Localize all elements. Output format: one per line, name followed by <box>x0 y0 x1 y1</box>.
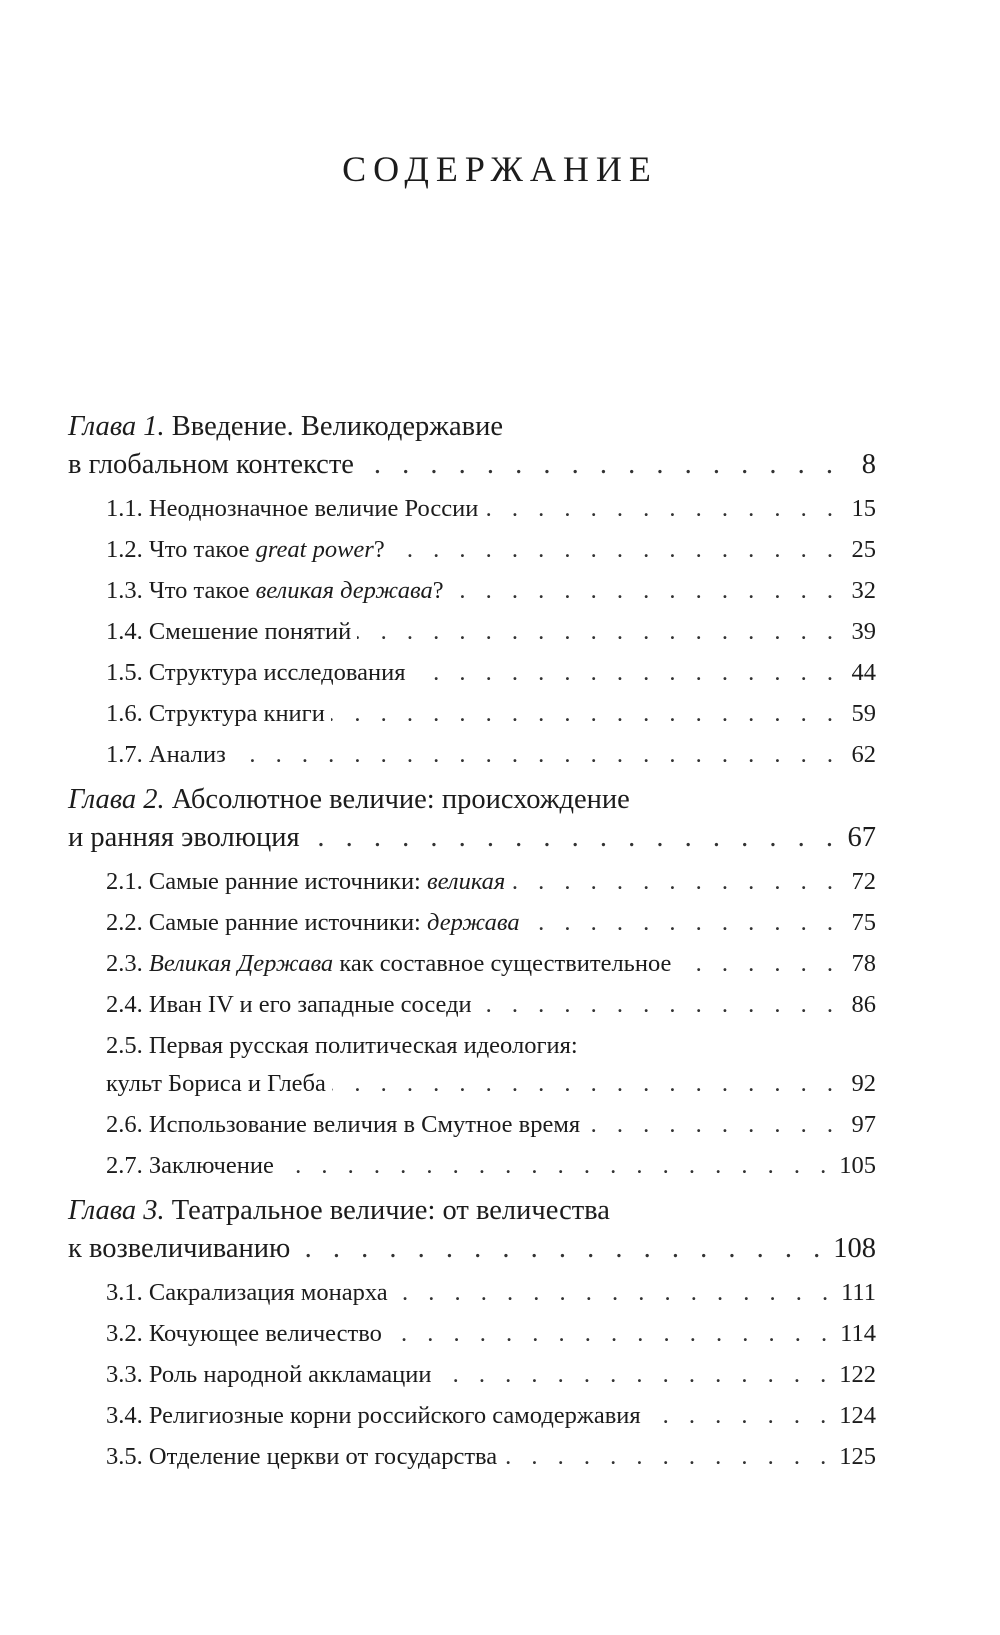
chapter-label: Глава 1. <box>68 411 165 442</box>
section-title: Сакрализация монарха <box>148 1279 388 1306</box>
section-title: Неоднозначное величие России <box>148 495 479 522</box>
section-title: Религиозные корни российского самодержавия <box>148 1402 641 1429</box>
table-of-contents <box>68 408 876 1483</box>
page-number: 92 <box>851 1070 876 1097</box>
toc-entry <box>106 1436 876 1477</box>
toc-entry-continuation <box>106 1063 876 1104</box>
leader-dots <box>677 943 840 984</box>
section-number: 1.3. <box>106 577 143 604</box>
leader-dots <box>280 1145 833 1186</box>
leader-dots <box>450 570 840 611</box>
section-title-post: как составное существительное <box>333 950 672 977</box>
chapter-title-line1: Театральное величие: от величества <box>171 1195 610 1226</box>
leader-dots <box>391 529 840 570</box>
section-title-pre: Самые ранние источники: <box>148 868 427 895</box>
section-title-pre: Что такое <box>148 577 256 604</box>
page-number: 15 <box>851 495 876 522</box>
leader-dots <box>412 652 840 693</box>
section-number: 2.5. <box>106 1032 143 1059</box>
section-title: Структура исследования <box>148 659 406 686</box>
section-title: Смешение понятий <box>148 618 352 645</box>
chapter-2 <box>68 781 876 857</box>
toc-entry <box>106 1354 876 1395</box>
section-title-pre: Что такое <box>148 536 256 563</box>
section-title-italic: Великая Держава <box>148 950 334 977</box>
chapter-heading <box>68 1192 876 1230</box>
toc-entry <box>106 984 876 1025</box>
toc-entry <box>106 1025 876 1104</box>
page-number: 75 <box>851 909 876 936</box>
chapter-heading <box>68 408 876 446</box>
section-number: 2.4. <box>106 991 143 1018</box>
chapter-label: Глава 2. <box>68 784 165 815</box>
chapter-1-sections <box>106 488 876 775</box>
section-title-pre: Самые ранние источники: <box>148 909 427 936</box>
toc-entry <box>106 943 876 984</box>
toc-entry <box>106 1313 876 1354</box>
toc-entry <box>106 861 876 902</box>
leader-dots <box>438 1354 834 1395</box>
section-number: 3.4. <box>106 1402 143 1429</box>
section-title: Первая русская политическая идеология: <box>148 1032 578 1059</box>
section-title: Отделение церкви от государства <box>148 1443 498 1470</box>
toc-entry <box>106 488 876 529</box>
page-number: 59 <box>851 700 876 727</box>
toc-entry <box>106 529 876 570</box>
toc-entry <box>106 1104 876 1145</box>
section-number: 2.7. <box>106 1152 143 1179</box>
leader-dots <box>360 446 840 484</box>
chapter-title-line2-row <box>68 446 876 484</box>
page-title: СОДЕРЖАНИЕ <box>342 149 658 189</box>
leader-dots <box>232 734 840 775</box>
chapter-title-line1: Абсолютное величие: происхождение <box>171 784 630 815</box>
section-title-italic: great power <box>255 536 374 563</box>
section-number: 2.2. <box>106 909 143 936</box>
section-title: Анализ <box>148 741 226 768</box>
page-number: 8 <box>861 449 876 480</box>
section-number: 3.5. <box>106 1443 143 1470</box>
section-title: Использование величия в Смутное время <box>148 1111 581 1138</box>
page-number: 122 <box>839 1361 876 1388</box>
page-number: 78 <box>851 950 876 977</box>
leader-dots <box>331 693 840 734</box>
section-number: 3.2. <box>106 1320 143 1347</box>
leader-dots <box>357 611 840 652</box>
section-number: 2.6. <box>106 1111 143 1138</box>
section-number: 2.1. <box>106 868 143 895</box>
leader-dots <box>394 1272 835 1313</box>
page-number: 44 <box>851 659 876 686</box>
section-title-post: ? <box>432 577 444 604</box>
toc-entry <box>106 1145 876 1186</box>
page-number: 62 <box>851 741 876 768</box>
page-number: 124 <box>839 1402 876 1429</box>
toc-entry <box>106 902 876 943</box>
leader-dots <box>503 1436 833 1477</box>
page-number: 86 <box>851 991 876 1018</box>
chapter-title-line2: к возвеличиванию <box>68 1233 291 1264</box>
section-title: Структура книги <box>148 700 325 727</box>
section-title-line2: культ Бориса и Глеба <box>106 1070 326 1097</box>
chapter-3 <box>68 1192 876 1268</box>
leader-dots <box>586 1104 840 1145</box>
section-title: Иван IV и его западные соседи <box>148 991 472 1018</box>
chapter-2-sections <box>106 861 876 1186</box>
chapter-title-line2: и ранняя эволюция <box>68 822 300 853</box>
section-title: Кочующее величество <box>148 1320 382 1347</box>
section-title-italic: великая <box>427 868 506 895</box>
chapter-heading <box>68 781 876 819</box>
toc-entry <box>106 734 876 775</box>
chapter-title-line2: в глобальном контексте <box>68 449 354 480</box>
page-number: 67 <box>847 822 876 853</box>
page-number: 39 <box>851 618 876 645</box>
leader-dots <box>647 1395 834 1436</box>
leader-dots <box>526 902 840 943</box>
page-number: 108 <box>833 1233 876 1264</box>
section-number: 1.5. <box>106 659 143 686</box>
toc-entry <box>106 1395 876 1436</box>
chapter-1 <box>68 408 876 484</box>
section-title-italic: держава <box>427 909 520 936</box>
leader-dots <box>306 819 840 857</box>
page-number: 25 <box>851 536 876 563</box>
leader-dots <box>478 984 840 1025</box>
toc-entry <box>106 693 876 734</box>
toc-entry <box>106 570 876 611</box>
toc-entry <box>106 1272 876 1313</box>
toc-entry <box>106 652 876 693</box>
leader-dots <box>296 1230 827 1268</box>
section-title-post: ? <box>373 536 385 563</box>
page-number: 97 <box>851 1111 876 1138</box>
section-number: 1.1. <box>106 495 143 522</box>
leader-dots <box>511 861 840 902</box>
chapter-title-line1: Введение. Великодержавие <box>171 411 503 442</box>
page-number: 111 <box>841 1279 876 1306</box>
section-number: 2.3. <box>106 950 143 977</box>
chapter-3-sections <box>106 1272 876 1477</box>
page-number: 32 <box>851 577 876 604</box>
section-title-italic: великая держава <box>255 577 433 604</box>
page-number: 105 <box>839 1152 876 1179</box>
chapter-title-line2-row <box>68 819 876 857</box>
leader-dots <box>388 1313 834 1354</box>
page-number: 72 <box>851 868 876 895</box>
section-number: 1.2. <box>106 536 143 563</box>
section-number: 1.6. <box>106 700 143 727</box>
leader-dots <box>332 1063 840 1104</box>
section-number: 3.1. <box>106 1279 143 1306</box>
chapter-title-line2-row <box>68 1230 876 1268</box>
section-number: 1.4. <box>106 618 143 645</box>
leader-dots <box>484 488 840 529</box>
page-number: 125 <box>839 1443 876 1470</box>
section-number: 1.7. <box>106 741 143 768</box>
page-number: 114 <box>840 1320 876 1347</box>
section-title: Роль народной аккламации <box>148 1361 432 1388</box>
toc-entry <box>106 611 876 652</box>
section-number: 3.3. <box>106 1361 143 1388</box>
chapter-label: Глава 3. <box>68 1195 165 1226</box>
section-title: Заключение <box>148 1152 274 1179</box>
